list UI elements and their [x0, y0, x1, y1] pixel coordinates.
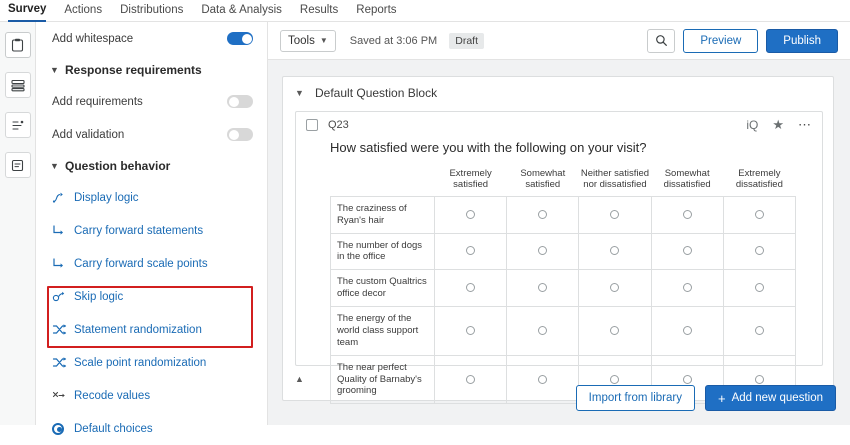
matrix-cell[interactable]	[507, 307, 579, 356]
block-header[interactable]	[283, 77, 833, 109]
survey-canvas	[268, 60, 850, 425]
tools-button-label: Tools	[288, 34, 315, 47]
note-icon[interactable]	[5, 152, 31, 178]
matrix-cell[interactable]	[723, 307, 795, 356]
question-options-panel	[36, 22, 268, 435]
radio-option-icon[interactable]	[683, 326, 692, 335]
tab-actions[interactable]: Actions	[64, 4, 103, 16]
link-skip-logic[interactable]	[36, 280, 267, 313]
question-block	[282, 76, 834, 401]
matrix-cell[interactable]	[723, 270, 795, 307]
iq-icon[interactable]: iQ	[746, 118, 759, 132]
radio-option-icon[interactable]	[538, 326, 547, 335]
scale-point-header: Extremely dissatisfied	[735, 168, 783, 190]
scale-point-header: Somewhat satisfied	[520, 168, 566, 190]
statement-label[interactable]: The energy of the world class support team	[331, 307, 435, 356]
matrix-cell[interactable]	[435, 196, 507, 233]
matrix-cell[interactable]	[723, 196, 795, 233]
statement-label[interactable]: The craziness of Ryan's hair	[331, 196, 435, 233]
section-response-requirements-label: Response requirements	[65, 63, 202, 77]
matrix-header-row	[331, 165, 796, 196]
radio-option-icon[interactable]	[610, 210, 619, 219]
tab-survey[interactable]: Survey	[8, 0, 46, 22]
radio-option-icon[interactable]	[755, 246, 764, 255]
matrix-cell[interactable]	[507, 270, 579, 307]
radio-option-icon[interactable]	[466, 246, 475, 255]
matrix-cell[interactable]	[651, 307, 723, 356]
editor-toolbar	[268, 22, 850, 60]
main-area	[268, 22, 850, 425]
radio-option-icon[interactable]	[466, 210, 475, 219]
radio-option-icon[interactable]	[683, 210, 692, 219]
preview-button[interactable]: Preview	[683, 29, 758, 53]
matrix-cell[interactable]	[435, 270, 507, 307]
link-statement-randomization[interactable]	[36, 313, 267, 346]
matrix-corner	[331, 165, 435, 196]
chevron-down-icon: ▼	[50, 161, 59, 171]
radio-option-icon[interactable]	[683, 246, 692, 255]
add-requirements-label: Add requirements	[52, 95, 143, 108]
display-logic-icon	[52, 191, 72, 204]
radio-option-icon[interactable]	[610, 246, 619, 255]
radio-option-icon[interactable]	[538, 210, 547, 219]
add-whitespace-toggle[interactable]	[227, 32, 253, 45]
table-row	[331, 196, 796, 233]
tools-button[interactable]	[280, 30, 336, 52]
search-icon[interactable]	[647, 29, 675, 53]
add-requirements-toggle[interactable]	[227, 95, 253, 108]
chevron-up-icon[interactable]: ▲	[295, 374, 304, 384]
matrix-cell[interactable]	[651, 270, 723, 307]
matrix-cell[interactable]	[579, 233, 651, 270]
question-card-tools	[746, 117, 812, 133]
section-question-behavior[interactable]	[36, 151, 267, 181]
matrix-cell[interactable]	[507, 233, 579, 270]
matrix-cell[interactable]	[579, 196, 651, 233]
matrix-cell[interactable]	[579, 307, 651, 356]
statement-label[interactable]: The custom Qualtrics office decor	[331, 270, 435, 307]
radio-option-icon[interactable]	[538, 246, 547, 255]
chevron-down-icon: ▼	[50, 65, 59, 75]
radio-option-icon[interactable]	[466, 283, 475, 292]
add-validation-toggle[interactable]	[227, 128, 253, 141]
question-text[interactable]: How satisfied were you with the following on your visit?	[330, 140, 647, 155]
flow-icon[interactable]	[5, 112, 31, 138]
link-statement-randomization-label: Statement randomization	[74, 323, 202, 336]
add-new-question-label: Add new question	[731, 392, 823, 404]
radio-option-icon[interactable]	[755, 326, 764, 335]
matrix-cell[interactable]	[435, 233, 507, 270]
section-response-requirements[interactable]	[36, 55, 267, 85]
radio-option-icon[interactable]	[610, 283, 619, 292]
table-row	[331, 270, 796, 307]
link-carry-forward-scale-points[interactable]	[36, 247, 267, 280]
link-scale-point-randomization[interactable]	[36, 346, 267, 379]
question-id: Q23	[328, 119, 349, 131]
star-icon[interactable]: ★	[772, 117, 784, 132]
link-skip-logic-label: Skip logic	[74, 290, 124, 303]
question-select-checkbox[interactable]	[306, 119, 318, 131]
row-add-whitespace[interactable]	[36, 22, 267, 55]
saved-status: Saved at 3:06 PM	[349, 34, 438, 47]
section-question-behavior-label: Question behavior	[65, 159, 171, 173]
top-navigation	[0, 0, 850, 22]
statement-label[interactable]: The near perfect Quality of Barnaby's grooming	[331, 355, 435, 404]
link-default-choices-label: Default choices	[74, 422, 153, 435]
link-recode-values[interactable]	[36, 379, 267, 412]
chevron-down-icon: ▼	[319, 36, 328, 45]
scale-point-header: Neither satisfied nor dissatisfied	[580, 168, 650, 190]
randomize-icon	[52, 323, 72, 336]
matrix-cell[interactable]	[651, 233, 723, 270]
tab-distributions[interactable]: Distributions	[120, 4, 184, 16]
link-carry-forward-statements[interactable]	[36, 214, 267, 247]
tab-results[interactable]: Results	[299, 4, 339, 16]
tab-reports[interactable]: Reports	[356, 4, 397, 16]
link-scale-point-randomization-label: Scale point randomization	[74, 356, 207, 369]
carry-forward-icon	[52, 257, 72, 270]
question-card	[295, 111, 823, 397]
link-carry-forward-scale-points-label: Carry forward scale points	[74, 257, 208, 270]
matrix-cell[interactable]	[723, 233, 795, 270]
table-row	[331, 233, 796, 270]
add-new-question-button[interactable]	[705, 385, 836, 411]
import-from-library-button[interactable]: Import from library	[576, 385, 695, 411]
matrix-cell[interactable]	[435, 307, 507, 356]
link-display-logic[interactable]	[36, 181, 267, 214]
left-icon-rail	[0, 22, 36, 425]
block-title: Default Question Block	[315, 86, 438, 100]
ellipsis-icon[interactable]: ⋯	[798, 117, 812, 132]
scale-point-header: Somewhat dissatisfied	[663, 168, 711, 190]
radio-option-icon[interactable]	[683, 283, 692, 292]
canvas-actions	[576, 385, 836, 411]
randomize-icon	[52, 356, 72, 369]
matrix-cell[interactable]	[507, 196, 579, 233]
clipboard-icon[interactable]	[5, 32, 31, 58]
radio-option-icon[interactable]	[755, 283, 764, 292]
chevron-down-icon[interactable]: ▼	[295, 88, 304, 98]
recode-icon	[52, 389, 72, 402]
radio-option-icon[interactable]	[755, 210, 764, 219]
scale-point-header: Extremely satisfied	[449, 168, 492, 190]
link-recode-values-label: Recode values	[74, 389, 151, 402]
publish-button[interactable]: Publish	[766, 29, 838, 53]
radio-option-icon[interactable]	[466, 326, 475, 335]
link-display-logic-label: Display logic	[74, 191, 139, 204]
status-badge: Draft	[449, 33, 484, 49]
layers-icon[interactable]	[5, 72, 31, 98]
question-card-header	[296, 112, 822, 138]
carry-forward-icon	[52, 224, 72, 237]
link-default-choices[interactable]	[36, 412, 267, 445]
add-whitespace-label: Add whitespace	[52, 32, 134, 45]
radio-option-icon[interactable]	[538, 283, 547, 292]
plus-icon: +	[717, 390, 726, 406]
radio-option-icon[interactable]	[610, 326, 619, 335]
skip-logic-icon	[52, 290, 72, 303]
table-row	[331, 307, 796, 356]
add-validation-label: Add validation	[52, 128, 125, 141]
matrix-cell[interactable]	[579, 270, 651, 307]
matrix-cell[interactable]	[651, 196, 723, 233]
row-add-validation[interactable]	[36, 118, 267, 151]
link-carry-forward-statements-label: Carry forward statements	[74, 224, 204, 237]
statement-label[interactable]: The number of dogs in the office	[331, 233, 435, 270]
radio-selected-icon	[52, 423, 72, 435]
tab-data-and-analysis[interactable]: Data & Analysis	[201, 4, 282, 16]
toolbar-actions	[647, 29, 838, 53]
row-add-requirements[interactable]	[36, 85, 267, 118]
